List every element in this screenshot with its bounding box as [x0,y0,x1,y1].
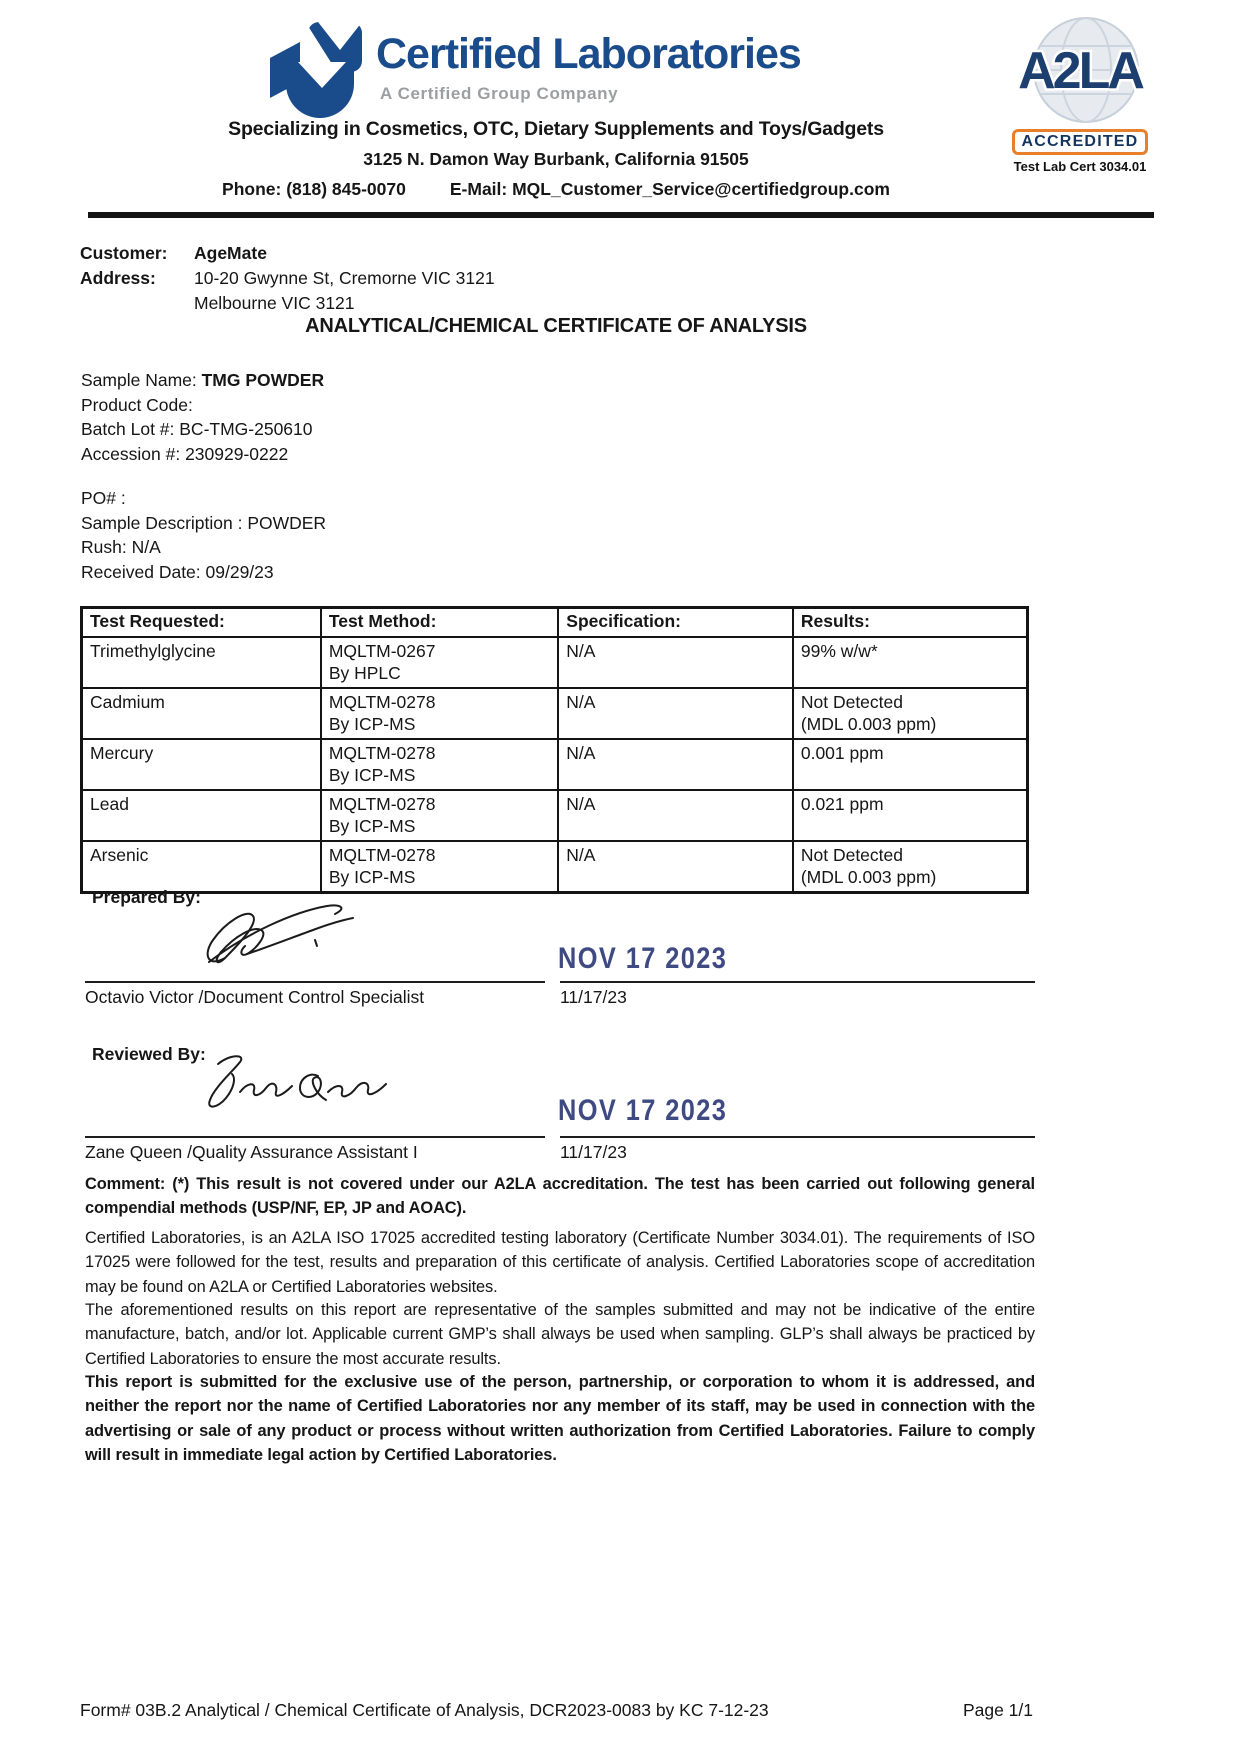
cell-method: MQLTM-0278 By ICP-MS [321,739,558,790]
cell-spec: N/A [558,790,793,841]
cell-spec: N/A [558,841,793,893]
footer-page-number: Page 1/1 [962,1700,1033,1720]
certified-labs-logo-icon [262,22,366,118]
header-divider [88,212,1154,218]
reviewed-by-label: Reviewed By: [92,1044,206,1064]
cell-spec: N/A [558,688,793,739]
results-table [80,606,1029,894]
table-row [82,688,1028,739]
reviewed-signature-line [85,1136,545,1138]
customer-block [80,241,495,316]
table-row [82,841,1028,893]
column-header-results: Results: [793,608,1028,637]
prepared-date-stamp: NOV 17 2023 [558,942,728,975]
company-logo [262,22,801,118]
po-line: PO# : [81,488,126,508]
svg-text:A2LA: A2LA [1018,42,1142,100]
lab-address-line: 3125 N. Damon Way Burbank, California 91505 [363,149,749,169]
prepared-date-text: 11/17/23 [560,987,627,1007]
cell-test: Cadmium [82,688,321,739]
prepared-name-title: Octavio Victor /Document Control Specialist [85,987,425,1007]
contact-line [80,179,1032,200]
cell-result: 0.021 ppm [793,790,1028,841]
cell-method: MQLTM-0278 By ICP-MS [321,790,558,841]
specialization-line: Specializing in Cosmetics, OTC, Dietary Supplements and Toys/Gadgets [228,118,884,140]
sample-description-line: Sample Description : POWDER [81,512,327,533]
received-date-line: Received Date: 09/29/23 [81,561,274,582]
column-header-specification: Specification: [558,608,793,637]
cell-test: Arsenic [82,841,321,893]
prepared-date-line [560,981,1035,983]
product-code-line: Product Code: [81,394,193,415]
accession-line: Accession #: 230929-0222 [81,443,289,464]
accreditation-note: Certified Laboratories, is an A2LA ISO 17025 accredited testing laboratory (Certificate Number 3034.01). The requirements of ISO 17025 were followed for the test, results and preparation of this certificate of analysis. Certified Laboratories scope of accreditation may be found on A2LA or Certified Laboratories websites. [85,1229,1035,1296]
cell-spec: N/A [558,637,793,688]
comment-note: Comment: (*) This result is not covered under our A2LA accreditation. The test has been carried out following general compendial methods (USP/NF, EP, JP and AOAC). [85,1175,1035,1218]
reviewed-date-line [560,1136,1035,1138]
column-header-test-requested: Test Requested: [82,608,321,637]
table-row [82,637,1028,688]
phone-label: Phone: (818) 845-0070 [222,179,406,199]
company-name: Certified Laboratories [376,30,801,78]
customer-label: Customer: [80,243,168,263]
cell-spec: N/A [558,739,793,790]
footer-form-info: Form# 03B.2 Analytical / Chemical Certificate of Analysis, DCR2023-0083 by KC 7-12-23 [80,1700,769,1720]
reviewed-name-title: Zane Queen /Quality Assurance Assistant I [85,1142,418,1162]
sample-name-label: Sample Name: [81,370,202,390]
cell-method: MQLTM-0278 By ICP-MS [321,688,558,739]
cell-method: MQLTM-0278 By ICP-MS [321,841,558,893]
accredited-badge: ACCREDITED [1012,129,1149,155]
accreditation-cert-number: Test Lab Cert 3034.01 [1013,159,1147,174]
address-label: Address: [80,268,156,288]
cell-result: 99% w/w* [793,637,1028,688]
rush-line: Rush: N/A [81,537,161,557]
email-label: E-Mail: MQL_Customer_Service@certifiedgroup.com [449,179,890,199]
sample-name-line [81,368,326,393]
page-footer [80,1700,1033,1721]
cell-test: Lead [82,790,321,841]
prepared-by-label: Prepared By: [92,887,201,907]
cell-method: MQLTM-0267 By HPLC [321,637,558,688]
table-row [82,739,1028,790]
cell-test: Mercury [82,739,321,790]
customer-address-line2: Melbourne VIC 3121 [194,293,355,313]
sample-info-block [81,368,326,584]
cell-result: Not Detected (MDL 0.003 ppm) [793,688,1028,739]
reviewed-date-text: 11/17/23 [560,1142,627,1162]
document-title: ANALYTICAL/CHEMICAL CERTIFICATE OF ANALYSIS [305,315,807,337]
a2la-globe-icon [1000,16,1160,128]
exclusive-use-note: This report is submitted for the exclusive use of the person, partnership, or corporation to whom it is addressed, and neither the report nor the name of Certified Laboratories nor any member of its staff, may be used in connection with the advertising or sale of any product or process without written authorization from Certified Laboratories. Failure to comply will result in immediate legal action by Certified Laboratories. [85,1373,1035,1464]
table-header-row [82,608,1028,637]
cell-result: Not Detected (MDL 0.003 ppm) [793,841,1028,893]
reviewed-date-stamp: NOV 17 2023 [558,1094,728,1127]
customer-name: AgeMate [194,243,267,263]
table-row [82,790,1028,841]
sample-name-value: TMG POWDER [201,370,325,390]
prepared-signature [195,896,380,971]
representative-note: The aforementioned results on this report are representative of the samples submitted and may not be indicative of the entire manufacture, batch, and/or lot. Applicable current GMP’s shall always be used when sampling. GLP’s shall always be practiced by Certified Laboratories to ensure the most accurate results. [85,1301,1035,1368]
customer-address-line1: 10-20 Gwynne St, Cremorne VIC 3121 [194,268,495,288]
cell-test: Trimethylglycine [82,637,321,688]
column-header-test-method: Test Method: [321,608,558,637]
batch-lot-line: Batch Lot #: BC-TMG-250610 [81,419,313,439]
reviewed-signature [200,1050,400,1112]
cell-result: 0.001 ppm [793,739,1028,790]
company-tagline: A Certified Group Company [380,84,619,104]
prepared-signature-line [85,981,545,983]
